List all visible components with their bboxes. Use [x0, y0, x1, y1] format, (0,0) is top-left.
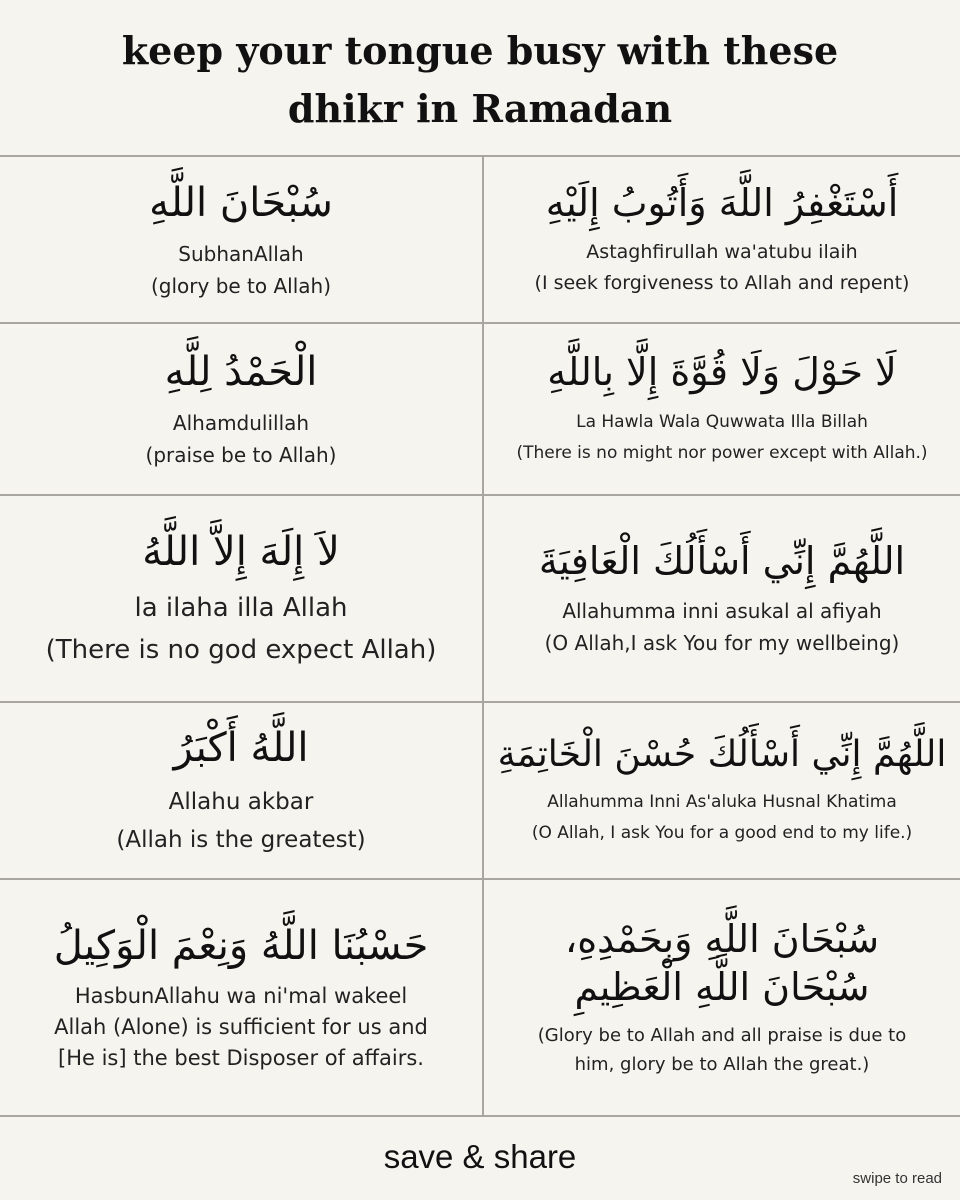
transliteration: Allahu akbar [168, 788, 314, 815]
dhikr-cell-afiyah [484, 496, 960, 701]
meaning: (There is no might nor power except with Allah.) [516, 442, 928, 463]
swipe-hint: swipe to read [852, 1170, 942, 1187]
arabic-text: الْحَمْدُ لِلَّهِ [164, 349, 318, 395]
arabic-text-line-1: سُبْحَانَ اللَّهِ وَبِحَمْدِهِ، [564, 917, 880, 961]
transliteration: la ilaha illa Allah [134, 592, 348, 623]
dhikr-cell-la-ilaha [0, 496, 484, 701]
meaning: (There is no god expect Allah) [45, 634, 437, 665]
arabic-text: سُبْحَانَ اللَّهِ [149, 179, 333, 226]
dhikr-cell-subhanallah [0, 157, 484, 322]
meaning: (Allah is the greatest) [116, 826, 366, 853]
dhikr-cell-allahu-akbar [0, 703, 484, 878]
dhikr-row [0, 496, 960, 703]
arabic-text: حَسْبُنَا اللَّهُ وَنِعْمَ الْوَكِيلُ [53, 923, 429, 969]
dhikr-cell-husnal-khatima [484, 703, 960, 878]
transliteration: Alhamdulillah [172, 411, 310, 435]
dhikr-cell-alhamdulillah [0, 324, 484, 494]
page-title [0, 22, 960, 138]
dhikr-row [0, 157, 960, 324]
meaning-line-2: [He is] the best Disposer of affairs. [58, 1046, 424, 1070]
arabic-text: اللَّهُمَّ إِنِّي أَسْأَلُكَ حُسْنَ الْخَاتِمَةِ [497, 734, 947, 775]
transliteration: Allahumma inni asukal al afiyah [562, 599, 882, 624]
arabic-text: اللَّهُ أَكْبَرُ [173, 724, 309, 771]
dhikr-cell-subhanallah-wa-bihamdihi [484, 880, 960, 1115]
dhikr-cell-astaghfirullah [484, 157, 960, 322]
save-share-cta: save & share [383, 1138, 577, 1175]
title-line-1: keep your tongue busy with these [121, 28, 839, 73]
meaning: (O Allah,I ask You for my wellbeing) [544, 631, 900, 656]
arabic-text: اللَّهُمَّ إِنِّي أَسْأَلُكَ الْعَافِيَةَ [538, 538, 906, 583]
arabic-text: أَسْتَغْفِرُ اللَّهَ وَأَتُوبُ إِلَيْهِ [545, 180, 899, 225]
arabic-text: لَا حَوْلَ وَلَا قُوَّةَ إِلَّا بِاللَّهِ [547, 350, 897, 395]
transliteration: HasbunAllahu wa ni'mal wakeel [74, 984, 408, 1008]
meaning: (glory be to Allah) [150, 273, 332, 298]
meaning-line-1: Allah (Alone) is sufficient for us and [54, 1015, 428, 1039]
arabic-text: لاَ إِلَهَ إِلاَّ اللَّهُ [142, 528, 340, 575]
meaning-line-2: him, glory be to Allah the great.) [574, 1054, 870, 1075]
transliteration: Allahumma Inni As'aluka Husnal Khatima [547, 792, 897, 812]
meaning-line-1: (Glory be to Allah and all praise is due to [537, 1025, 907, 1046]
dhikr-cell-la-hawla [484, 324, 960, 494]
transliteration: Astaghfirullah wa'atubu ilaih [586, 241, 858, 264]
dhikr-cell-hasbunallah [0, 880, 484, 1115]
dhikr-row [0, 703, 960, 880]
arabic-text-line-2: سُبْحَانَ اللَّهِ الْعَظِيمِ [574, 964, 870, 1009]
meaning: (O Allah, I ask You for a good end to my life.) [531, 823, 913, 843]
dhikr-table [0, 155, 960, 1117]
dhikr-row [0, 324, 960, 496]
transliteration: SubhanAllah [178, 241, 304, 266]
dhikr-row [0, 880, 960, 1117]
transliteration: La Hawla Wala Quwwata Illa Billah [576, 411, 868, 432]
meaning: (I seek forgiveness to Allah and repent) [534, 272, 910, 295]
title-line-2: dhikr in Ramadan [287, 86, 673, 131]
meaning: (praise be to Allah) [145, 443, 337, 467]
